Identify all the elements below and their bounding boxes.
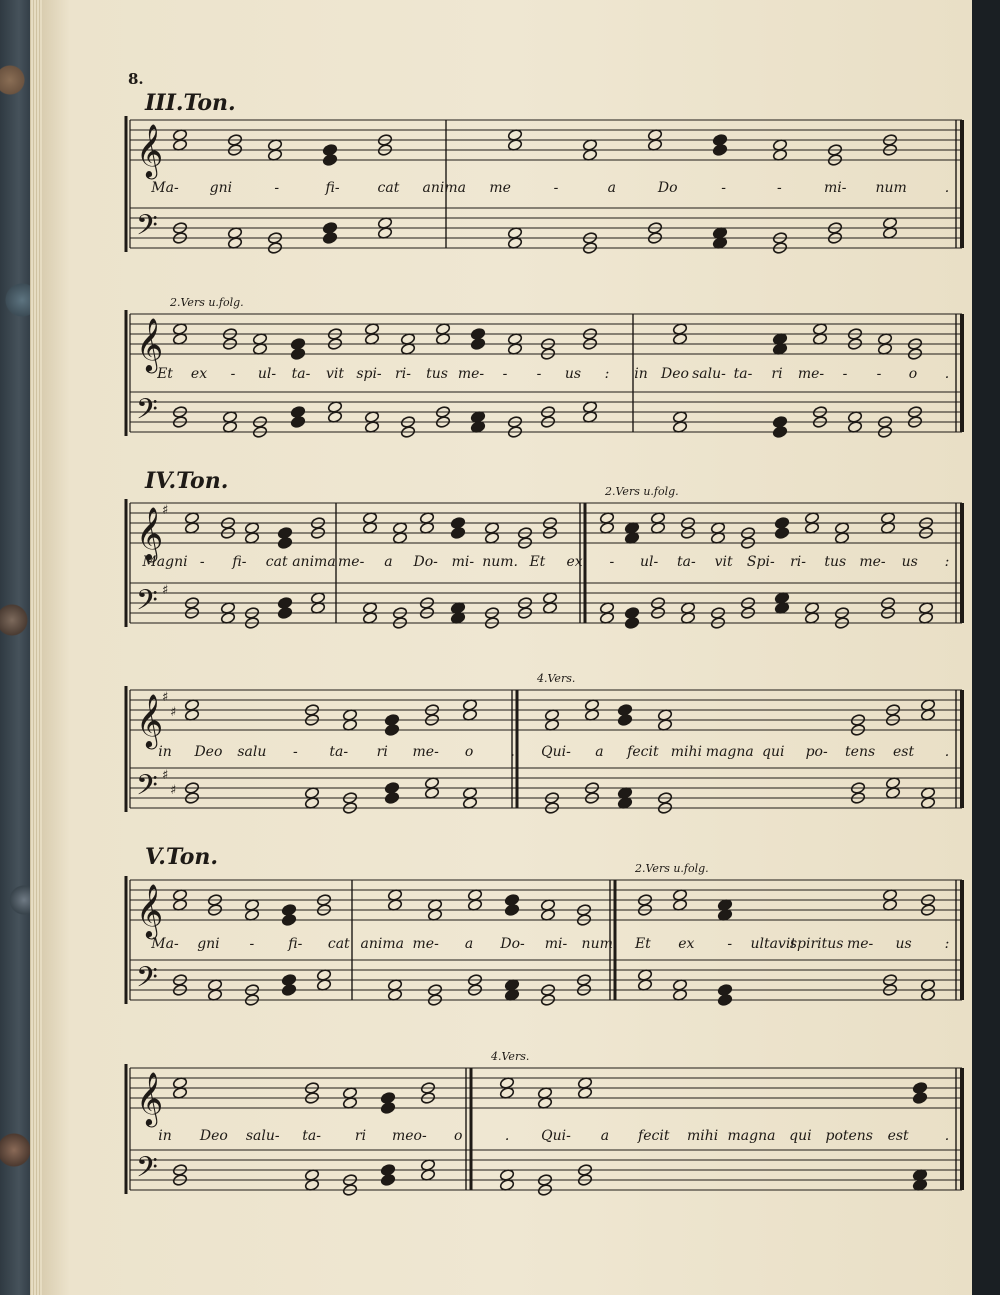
lyric-syllable: fecit	[627, 744, 659, 760]
notehead	[384, 792, 399, 805]
lyric-syllable: Do	[657, 180, 678, 196]
notehead	[290, 406, 305, 419]
lyric-syllable: num.	[581, 936, 618, 952]
lyric-syllable: -	[876, 366, 882, 382]
lyric-syllable: a	[384, 554, 393, 570]
lyric-syllable: fi-	[232, 554, 247, 570]
lyric-syllable: mi-	[544, 936, 568, 952]
lyric-syllable: -	[502, 366, 508, 382]
notehead	[717, 994, 732, 1007]
lyric-syllable: a	[607, 180, 617, 196]
lyric-syllable: spiritus	[789, 936, 844, 952]
lyric-syllable: ri	[354, 1128, 367, 1144]
lyric-syllable: cat	[327, 936, 350, 952]
lyric-syllable: anima	[422, 180, 467, 196]
lyric-syllable: a	[600, 1128, 610, 1144]
notehead	[624, 617, 639, 630]
verse-annotation: 2.Vers u.folg.	[635, 862, 709, 875]
lyric-syllable: ri-	[790, 554, 807, 570]
lyric-syllable: qui	[789, 1128, 812, 1144]
lyric-syllable: po-	[805, 744, 828, 760]
lyric-syllable: Deo	[194, 744, 223, 760]
lyric-syllable: mi-	[451, 554, 475, 570]
lyric-syllable: ta-	[329, 744, 349, 760]
lyric-syllable: ri	[376, 744, 388, 760]
lyric-syllable: ul-	[257, 366, 277, 382]
lyric-syllable: -	[721, 180, 726, 196]
lyric-syllable: ultavit	[750, 936, 796, 952]
lyric-syllable: -	[842, 366, 848, 382]
lyric-syllable: -	[249, 936, 255, 952]
lyric-syllable: us	[564, 366, 582, 382]
notehead	[617, 714, 632, 727]
lyric-syllable: me-	[457, 366, 485, 382]
lyric-syllable: -	[230, 366, 236, 382]
notehead	[290, 348, 305, 361]
notehead	[712, 144, 727, 157]
notehead	[380, 1164, 395, 1177]
lyric-syllable: est	[893, 744, 915, 760]
lyric-syllable: Deo	[199, 1128, 228, 1144]
lyric-syllable: -	[609, 554, 615, 570]
lyric-syllable: vit	[325, 366, 345, 382]
lyric-syllable: .	[510, 744, 515, 760]
lyric-syllable: tens	[845, 744, 876, 760]
lyric-syllable: me-	[797, 366, 825, 382]
notehead	[322, 144, 337, 157]
lyric-syllable: me	[489, 180, 511, 196]
lyric-syllable: est	[887, 1128, 909, 1144]
notehead	[322, 222, 337, 235]
lyric-syllable: mi-	[824, 180, 847, 196]
treble-clef: 𝄞	[136, 693, 164, 747]
lyric-syllable: me-	[412, 936, 439, 952]
lyric-syllable: salu-	[692, 366, 726, 382]
bass-clef: 𝄢	[136, 1151, 158, 1191]
lyric-syllable: .	[504, 1128, 510, 1144]
lyric-syllable: o	[908, 366, 918, 382]
notehead	[380, 1092, 395, 1105]
lyric-syllable: fecit	[638, 1128, 670, 1144]
lyric-syllable: Et	[157, 366, 173, 382]
lyric-syllable: ta-	[733, 366, 753, 382]
treble-clef: 𝄞	[136, 506, 164, 560]
lyric-syllable: ri-	[395, 366, 411, 382]
treble-clef: 𝄞	[136, 123, 164, 177]
lyric-syllable: gni	[209, 180, 233, 196]
notehead	[384, 714, 399, 727]
lyric-syllable: Qui-	[541, 744, 571, 760]
lyric-syllable: Ma-	[151, 936, 179, 952]
notehead	[617, 704, 632, 717]
notehead	[277, 537, 292, 550]
notehead	[470, 338, 485, 351]
lyric-syllable: Do-	[413, 554, 438, 570]
lyric-syllable: magna	[705, 744, 754, 760]
lyric-syllable: :	[604, 366, 610, 382]
lyric-syllable: -	[777, 180, 782, 196]
lyric-syllable: Ma-	[151, 180, 179, 196]
lyric-syllable: a	[595, 744, 604, 760]
lyric-syllable: mihi	[687, 1128, 719, 1144]
lyric-syllable: meo-	[392, 1128, 427, 1144]
lyric-syllable: :	[944, 936, 950, 952]
notehead	[281, 904, 296, 917]
lyric-syllable: me-	[859, 554, 886, 570]
lyric-syllable: in	[158, 1128, 172, 1144]
lyric-syllable: ta-	[291, 366, 311, 382]
bass-clef: 𝄢	[136, 961, 158, 1001]
lyric-syllable: Qui-	[541, 1128, 571, 1144]
lyric-syllable: me-	[338, 554, 365, 570]
notehead	[774, 527, 789, 540]
lyric-syllable: Spi-	[746, 554, 775, 570]
lyric-syllable: Et	[634, 936, 651, 952]
notehead	[322, 154, 337, 167]
lyric-syllable: ri	[771, 366, 783, 382]
lyric-syllable: fi-	[325, 180, 340, 196]
lyric-syllable: -	[553, 180, 559, 196]
lyric-syllable: potens	[825, 1128, 874, 1144]
sharp-sign: ♯	[170, 705, 177, 720]
lyric-syllable: o	[454, 1128, 463, 1144]
notehead	[281, 984, 296, 997]
notehead	[717, 984, 732, 997]
notehead	[624, 607, 639, 620]
notehead	[772, 416, 787, 429]
notehead	[772, 426, 787, 439]
lyric-syllable: .	[944, 744, 950, 760]
lyric-syllable: num	[875, 180, 907, 196]
notehead	[281, 974, 296, 987]
notehead	[277, 597, 292, 610]
lyric-syllable: o	[464, 744, 474, 760]
lyric-syllable: .	[944, 180, 950, 196]
notehead	[450, 517, 465, 530]
lyric-syllable: cat	[377, 180, 400, 196]
lyric-syllable: in	[634, 366, 648, 382]
lyric-syllable: Magni	[142, 554, 188, 570]
lyric-syllable: us	[895, 936, 912, 952]
notehead	[384, 724, 399, 737]
notehead	[712, 134, 727, 147]
lyric-syllable: salu-	[245, 1128, 280, 1144]
notehead	[380, 1102, 395, 1115]
lyric-syllable: :	[944, 554, 950, 570]
lyric-syllable: ex	[566, 554, 583, 570]
lyric-syllable: Et	[529, 554, 546, 570]
lyric-syllable: a	[464, 936, 474, 952]
sharp-sign: ♯	[162, 503, 169, 518]
lyric-syllable: me-	[846, 936, 874, 952]
lyric-syllable: tus	[426, 366, 448, 382]
notehead	[450, 527, 465, 540]
lyric-syllable: ul-	[639, 554, 659, 570]
lyric-syllable: ex	[678, 936, 695, 952]
lyric-syllable: tus	[824, 554, 847, 570]
bass-clef: 𝄢	[136, 584, 158, 624]
sharp-sign: ♯	[170, 783, 177, 798]
lyric-syllable: gni	[197, 936, 220, 952]
verse-annotation: 2.Vers u.folg.	[605, 485, 679, 498]
notehead	[912, 1092, 927, 1105]
lyric-syllable: -	[292, 744, 298, 760]
notehead	[290, 416, 305, 429]
lyric-syllable: ta-	[676, 554, 696, 570]
lyric-syllable: in	[158, 744, 172, 760]
treble-clef: 𝄞	[136, 317, 164, 371]
bass-clef: 𝄢	[136, 769, 158, 809]
notehead	[912, 1082, 927, 1095]
lyric-syllable: cat	[265, 554, 288, 570]
notehead	[504, 894, 519, 907]
notehead	[504, 904, 519, 917]
treble-clef: 𝄞	[136, 1071, 164, 1125]
verse-annotation: 4.Vers.	[537, 672, 576, 685]
sharp-sign: ♯	[162, 583, 169, 598]
lyric-syllable: me-	[412, 744, 439, 760]
lyric-syllable: Do-	[500, 936, 525, 952]
lyric-syllable: spi-	[356, 366, 382, 382]
lyric-syllable: magna	[727, 1128, 776, 1144]
notehead	[384, 782, 399, 795]
lyric-syllable: qui	[761, 744, 785, 760]
lyric-syllable: -	[199, 554, 205, 570]
lyric-syllable: -	[727, 936, 733, 952]
lyric-syllable: -	[274, 180, 280, 196]
lyric-syllable: num.	[482, 554, 519, 570]
lyric-syllable: mihi	[670, 744, 702, 760]
lyric-syllable: -	[536, 366, 542, 382]
lyric-syllable: anima	[292, 554, 336, 570]
notehead	[281, 914, 296, 927]
bass-clef: 𝄢	[136, 393, 158, 433]
bass-clef: 𝄢	[136, 209, 158, 249]
lyric-syllable: salu	[237, 744, 267, 760]
section-heading: IV.Ton.	[145, 468, 229, 494]
notehead	[277, 527, 292, 540]
section-heading: III.Ton.	[145, 90, 236, 116]
notehead	[322, 232, 337, 245]
notehead	[380, 1174, 395, 1187]
lyric-syllable: ex	[190, 366, 208, 382]
notehead	[774, 517, 789, 530]
sharp-sign: ♯	[162, 690, 169, 705]
lyric-syllable: ta-	[302, 1128, 321, 1144]
lyric-syllable: .	[944, 366, 950, 382]
notehead	[290, 338, 305, 351]
lyric-syllable: .	[944, 1128, 950, 1144]
lyric-syllable: us	[901, 554, 918, 570]
verse-annotation: 2.Vers u.folg.	[170, 296, 244, 309]
notehead	[470, 328, 485, 341]
lyric-syllable: vit	[714, 554, 733, 570]
notehead	[277, 607, 292, 620]
section-heading: V.Ton.	[145, 844, 219, 870]
page-number: 8.	[128, 70, 144, 88]
lyric-syllable: fi-	[288, 936, 303, 952]
lyric-syllable: Deo	[661, 366, 689, 382]
treble-clef: 𝄞	[136, 883, 164, 937]
verse-annotation: 4.Vers.	[491, 1050, 530, 1063]
sharp-sign: ♯	[162, 768, 169, 783]
lyric-syllable: anima	[360, 936, 404, 952]
